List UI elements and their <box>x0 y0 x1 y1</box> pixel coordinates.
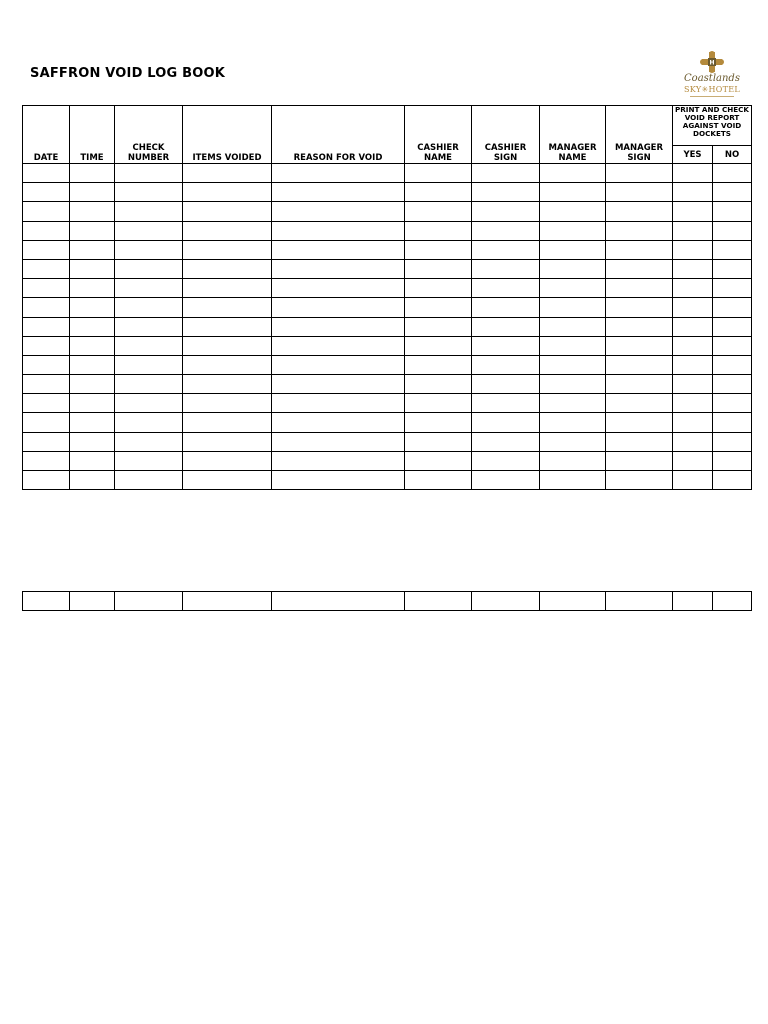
cell-date <box>23 202 70 221</box>
cell-manager-sign <box>606 375 673 394</box>
cell-no <box>713 221 752 240</box>
cell-check-number <box>115 413 183 432</box>
header-date: DATE <box>23 106 70 164</box>
cell-check-number <box>115 164 183 183</box>
cell-items-voided <box>183 451 272 470</box>
cell-no <box>713 432 752 451</box>
cell-items-voided <box>183 336 272 355</box>
cell-date <box>23 221 70 240</box>
cell-time <box>70 394 115 413</box>
table-row <box>23 432 752 451</box>
table-row <box>23 221 752 240</box>
cell-items-voided <box>183 432 272 451</box>
cell-cashier-name <box>405 413 472 432</box>
header-print-and-check: PRINT AND CHECK VOID REPORT AGAINST VOID DOCKETS <box>673 106 752 146</box>
cell-manager-sign <box>606 355 673 374</box>
cell-yes <box>673 336 713 355</box>
cell-check-number <box>115 317 183 336</box>
table-row <box>23 336 752 355</box>
cell-date <box>23 355 70 374</box>
cell-manager-name <box>540 471 606 490</box>
cell-cashier-sign <box>472 259 540 278</box>
cell-cashier-name <box>405 298 472 317</box>
cell-manager-sign <box>606 164 673 183</box>
table-row <box>23 471 752 490</box>
cell-manager-sign <box>606 336 673 355</box>
cell-cashier-name <box>405 471 472 490</box>
cell-time <box>70 240 115 259</box>
cell-date <box>23 413 70 432</box>
cell-date <box>23 279 70 298</box>
cell-date <box>23 164 70 183</box>
cell-items-voided <box>183 202 272 221</box>
cell-time <box>70 336 115 355</box>
cell-reason-for-void <box>272 183 405 202</box>
table-row <box>23 394 752 413</box>
table-row <box>23 298 752 317</box>
cell-time <box>70 471 115 490</box>
cell-check-number <box>115 451 183 470</box>
cell-time <box>70 164 115 183</box>
header-no: NO <box>713 146 752 164</box>
cell-no <box>713 202 752 221</box>
cell-items-voided <box>183 375 272 394</box>
cell-manager-sign <box>606 592 673 611</box>
cell-cashier-sign <box>472 183 540 202</box>
cell-time <box>70 183 115 202</box>
cell-cashier-name <box>405 317 472 336</box>
table-row <box>23 183 752 202</box>
cell-no <box>713 183 752 202</box>
cell-manager-name <box>540 336 606 355</box>
page-title: SAFFRON VOID LOG BOOK <box>30 66 226 81</box>
cell-check-number <box>115 355 183 374</box>
cell-cashier-sign <box>472 432 540 451</box>
header-manager-name: MANAGER NAME <box>540 106 606 164</box>
logo-brand-line1: Coastlands <box>684 73 740 84</box>
cell-manager-sign <box>606 279 673 298</box>
table-row <box>23 451 752 470</box>
cell-yes <box>673 413 713 432</box>
cell-reason-for-void <box>272 336 405 355</box>
cell-reason-for-void <box>272 355 405 374</box>
cell-manager-sign <box>606 183 673 202</box>
cell-manager-name <box>540 221 606 240</box>
cell-cashier-name <box>405 183 472 202</box>
cell-manager-name <box>540 413 606 432</box>
cell-cashier-sign <box>472 202 540 221</box>
cell-reason-for-void <box>272 164 405 183</box>
cell-manager-name <box>540 240 606 259</box>
cell-manager-sign <box>606 317 673 336</box>
logo-divider <box>690 96 734 97</box>
cell-items-voided <box>183 394 272 413</box>
cell-time <box>70 451 115 470</box>
cell-manager-name <box>540 592 606 611</box>
table-row <box>23 240 752 259</box>
cell-reason-for-void <box>272 317 405 336</box>
cell-date <box>23 298 70 317</box>
cell-reason-for-void <box>272 394 405 413</box>
table-row <box>23 375 752 394</box>
cell-cashier-sign <box>472 394 540 413</box>
cell-items-voided <box>183 298 272 317</box>
cell-manager-sign <box>606 432 673 451</box>
header-manager-sign: MANAGER SIGN <box>606 106 673 164</box>
cell-cashier-name <box>405 336 472 355</box>
cell-cashier-sign <box>472 355 540 374</box>
cell-manager-sign <box>606 413 673 432</box>
header-check-number: CHECK NUMBER <box>115 106 183 164</box>
cell-manager-name <box>540 432 606 451</box>
cell-time <box>70 298 115 317</box>
cell-yes <box>673 298 713 317</box>
cell-items-voided <box>183 259 272 278</box>
cell-date <box>23 183 70 202</box>
cell-time <box>70 279 115 298</box>
cell-date <box>23 336 70 355</box>
cell-reason-for-void <box>272 375 405 394</box>
void-log-table <box>22 105 752 490</box>
cell-manager-name <box>540 317 606 336</box>
cell-date <box>23 240 70 259</box>
cell-cashier-name <box>405 279 472 298</box>
table-row <box>23 259 752 278</box>
cell-manager-sign <box>606 202 673 221</box>
cell-reason-for-void <box>272 279 405 298</box>
cell-check-number <box>115 259 183 278</box>
cell-yes <box>673 317 713 336</box>
cell-items-voided <box>183 471 272 490</box>
cell-manager-name <box>540 375 606 394</box>
header-yes: YES <box>673 146 713 164</box>
cell-reason-for-void <box>272 432 405 451</box>
cell-time <box>70 259 115 278</box>
cell-reason-for-void <box>272 202 405 221</box>
cell-manager-name <box>540 451 606 470</box>
cell-reason-for-void <box>272 221 405 240</box>
cell-time <box>70 375 115 394</box>
cell-manager-name <box>540 394 606 413</box>
cell-date <box>23 375 70 394</box>
cell-check-number <box>115 202 183 221</box>
cell-items-voided <box>183 164 272 183</box>
cell-yes <box>673 221 713 240</box>
cell-items-voided <box>183 221 272 240</box>
cell-check-number <box>115 336 183 355</box>
cell-yes <box>673 451 713 470</box>
cell-time <box>70 432 115 451</box>
cell-cashier-sign <box>472 164 540 183</box>
ornamental-crest-icon <box>676 50 748 74</box>
cell-time <box>70 413 115 432</box>
header-reason-for-void: REASON FOR VOID <box>272 106 405 164</box>
cell-check-number <box>115 298 183 317</box>
cell-time <box>70 202 115 221</box>
cell-manager-name <box>540 164 606 183</box>
cell-date <box>23 394 70 413</box>
cell-reason-for-void <box>272 451 405 470</box>
table-row <box>23 202 752 221</box>
cell-date <box>23 451 70 470</box>
cell-no <box>713 259 752 278</box>
log-table-body <box>23 164 752 490</box>
cell-cashier-name <box>405 202 472 221</box>
cell-yes <box>673 355 713 374</box>
cell-yes <box>673 432 713 451</box>
cell-check-number <box>115 471 183 490</box>
cell-reason-for-void <box>272 240 405 259</box>
hotel-logo <box>676 50 748 100</box>
cell-manager-name <box>540 279 606 298</box>
cell-items-voided <box>183 592 272 611</box>
cell-check-number <box>115 279 183 298</box>
header-time: TIME <box>70 106 115 164</box>
cell-manager-name <box>540 259 606 278</box>
cell-cashier-sign <box>472 317 540 336</box>
cell-cashier-sign <box>472 451 540 470</box>
cell-cashier-sign <box>472 336 540 355</box>
header-items-voided: ITEMS VOIDED <box>183 106 272 164</box>
cell-yes <box>673 592 713 611</box>
cell-cashier-sign <box>472 240 540 259</box>
cell-no <box>713 592 752 611</box>
cell-items-voided <box>183 355 272 374</box>
cell-yes <box>673 279 713 298</box>
cell-date <box>23 259 70 278</box>
cell-items-voided <box>183 183 272 202</box>
cell-no <box>713 413 752 432</box>
cell-yes <box>673 240 713 259</box>
cell-no <box>713 471 752 490</box>
cell-cashier-sign <box>472 375 540 394</box>
cell-yes <box>673 375 713 394</box>
cell-time <box>70 592 115 611</box>
cell-cashier-name <box>405 394 472 413</box>
footer-table <box>22 591 752 611</box>
cell-no <box>713 240 752 259</box>
cell-check-number <box>115 432 183 451</box>
cell-check-number <box>115 592 183 611</box>
cell-cashier-name <box>405 592 472 611</box>
cell-cashier-name <box>405 355 472 374</box>
cell-date <box>23 471 70 490</box>
cell-check-number <box>115 375 183 394</box>
cell-cashier-name <box>405 451 472 470</box>
cell-reason-for-void <box>272 592 405 611</box>
cell-no <box>713 375 752 394</box>
cell-cashier-name <box>405 375 472 394</box>
cell-items-voided <box>183 279 272 298</box>
cell-manager-sign <box>606 221 673 240</box>
cell-no <box>713 317 752 336</box>
cell-check-number <box>115 183 183 202</box>
svg-text:H: H <box>709 59 715 67</box>
cell-no <box>713 164 752 183</box>
cell-yes <box>673 183 713 202</box>
cell-cashier-sign <box>472 279 540 298</box>
cell-yes <box>673 394 713 413</box>
cell-no <box>713 355 752 374</box>
cell-manager-sign <box>606 394 673 413</box>
logo-brand-line2: SKY✳HOTEL <box>684 85 740 94</box>
cell-yes <box>673 259 713 278</box>
cell-manager-name <box>540 202 606 221</box>
table-row <box>23 413 752 432</box>
cell-reason-for-void <box>272 413 405 432</box>
cell-cashier-name <box>405 432 472 451</box>
cell-cashier-sign <box>472 592 540 611</box>
cell-cashier-sign <box>472 221 540 240</box>
cell-items-voided <box>183 240 272 259</box>
cell-no <box>713 336 752 355</box>
cell-yes <box>673 202 713 221</box>
cell-cashier-name <box>405 221 472 240</box>
table-row <box>23 355 752 374</box>
cell-time <box>70 355 115 374</box>
cell-date <box>23 317 70 336</box>
cell-no <box>713 451 752 470</box>
table-row <box>23 164 752 183</box>
cell-yes <box>673 471 713 490</box>
cell-reason-for-void <box>272 259 405 278</box>
header-cashier-name: CASHIER NAME <box>405 106 472 164</box>
cell-date <box>23 432 70 451</box>
cell-time <box>70 221 115 240</box>
cell-cashier-name <box>405 164 472 183</box>
cell-manager-sign <box>606 259 673 278</box>
cell-date <box>23 592 70 611</box>
cell-manager-name <box>540 183 606 202</box>
cell-manager-sign <box>606 471 673 490</box>
footer-table-body <box>23 592 752 611</box>
table-row <box>23 592 752 611</box>
cell-cashier-sign <box>472 298 540 317</box>
cell-no <box>713 279 752 298</box>
cell-manager-sign <box>606 298 673 317</box>
table-row <box>23 317 752 336</box>
cell-reason-for-void <box>272 471 405 490</box>
cell-manager-sign <box>606 451 673 470</box>
cell-items-voided <box>183 317 272 336</box>
header-cashier-sign: CASHIER SIGN <box>472 106 540 164</box>
cell-cashier-sign <box>472 413 540 432</box>
table-row <box>23 279 752 298</box>
cell-manager-name <box>540 355 606 374</box>
cell-reason-for-void <box>272 298 405 317</box>
cell-manager-sign <box>606 240 673 259</box>
cell-check-number <box>115 221 183 240</box>
cell-cashier-sign <box>472 471 540 490</box>
cell-manager-name <box>540 298 606 317</box>
cell-cashier-name <box>405 259 472 278</box>
cell-check-number <box>115 394 183 413</box>
cell-time <box>70 317 115 336</box>
cell-items-voided <box>183 413 272 432</box>
cell-yes <box>673 164 713 183</box>
cell-no <box>713 298 752 317</box>
cell-cashier-name <box>405 240 472 259</box>
cell-check-number <box>115 240 183 259</box>
cell-no <box>713 394 752 413</box>
